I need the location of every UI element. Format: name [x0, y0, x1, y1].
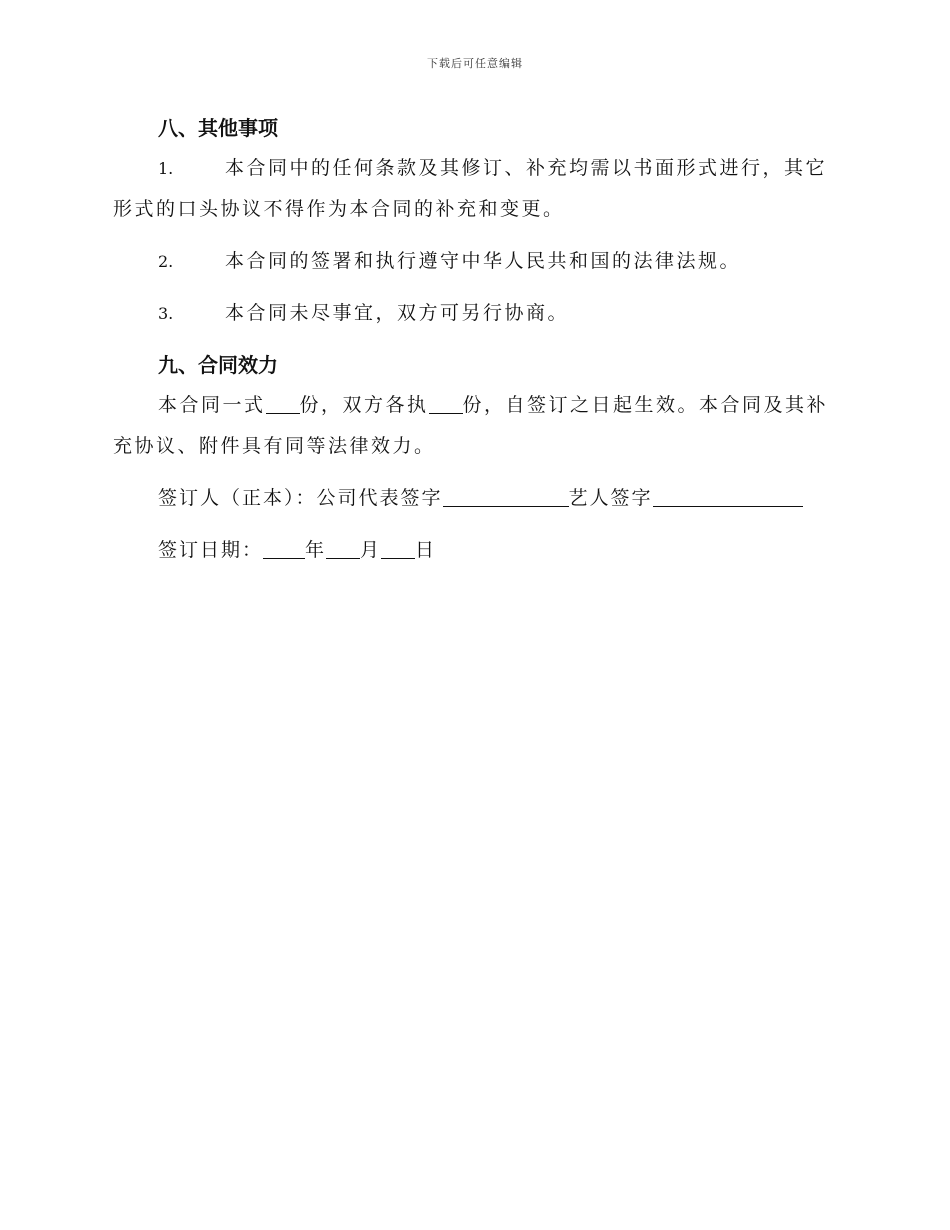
section-heading-contract-validity: 九、合同效力	[158, 353, 278, 377]
year-label: 年	[305, 539, 327, 561]
document-body	[113, 108, 833, 582]
copies-total-blank[interactable]	[266, 393, 300, 414]
header-note: 下载后可任意编辑	[427, 57, 523, 70]
clause-number: 1.	[158, 159, 174, 178]
validity-text-part1: 本合同一式	[158, 394, 266, 416]
clause-text: 本合同未尽事宜，双方可另行协商。	[225, 302, 570, 324]
clause-text: 本合同的签署和执行遵守中华人民共和国的法律法规。	[225, 250, 742, 272]
signer-label: 签订人（正本）：	[158, 487, 317, 509]
month-label: 月	[360, 539, 382, 561]
date-label: 签订日期：	[158, 539, 264, 561]
clause-item-2	[113, 241, 833, 282]
clause-text-line1: 本合同中的任何条款及其修订、补充均需以书面形式进行，其它	[225, 157, 828, 179]
day-blank[interactable]	[381, 538, 415, 559]
artist-signature-label: 艺人签字	[568, 487, 653, 509]
company-signature-blank[interactable]	[443, 486, 569, 507]
clause-number: 2.	[158, 252, 174, 271]
validity-text-part3: 份，自签订之日起生效。本合同及其补充协议、附件具有同等法律效力。	[113, 394, 829, 457]
artist-signature-blank[interactable]	[653, 486, 803, 507]
clause-item-3	[113, 293, 833, 334]
year-blank[interactable]	[263, 538, 305, 559]
copies-each-blank[interactable]	[429, 393, 463, 414]
validity-text-part2: 份，双方各执	[299, 394, 429, 416]
validity-paragraph	[113, 385, 833, 467]
clause-number: 3.	[158, 304, 174, 323]
day-label: 日	[415, 539, 437, 561]
date-line	[113, 530, 833, 571]
month-blank[interactable]	[326, 538, 360, 559]
signature-line	[113, 478, 833, 519]
section-heading-other-matters: 八、其他事项	[158, 116, 278, 140]
clause-item-1	[113, 148, 833, 230]
company-signature-label: 公司代表签字	[316, 487, 443, 509]
clause-text-line2: 形式的口头协议不得作为本合同的补充和变更。	[113, 198, 565, 220]
